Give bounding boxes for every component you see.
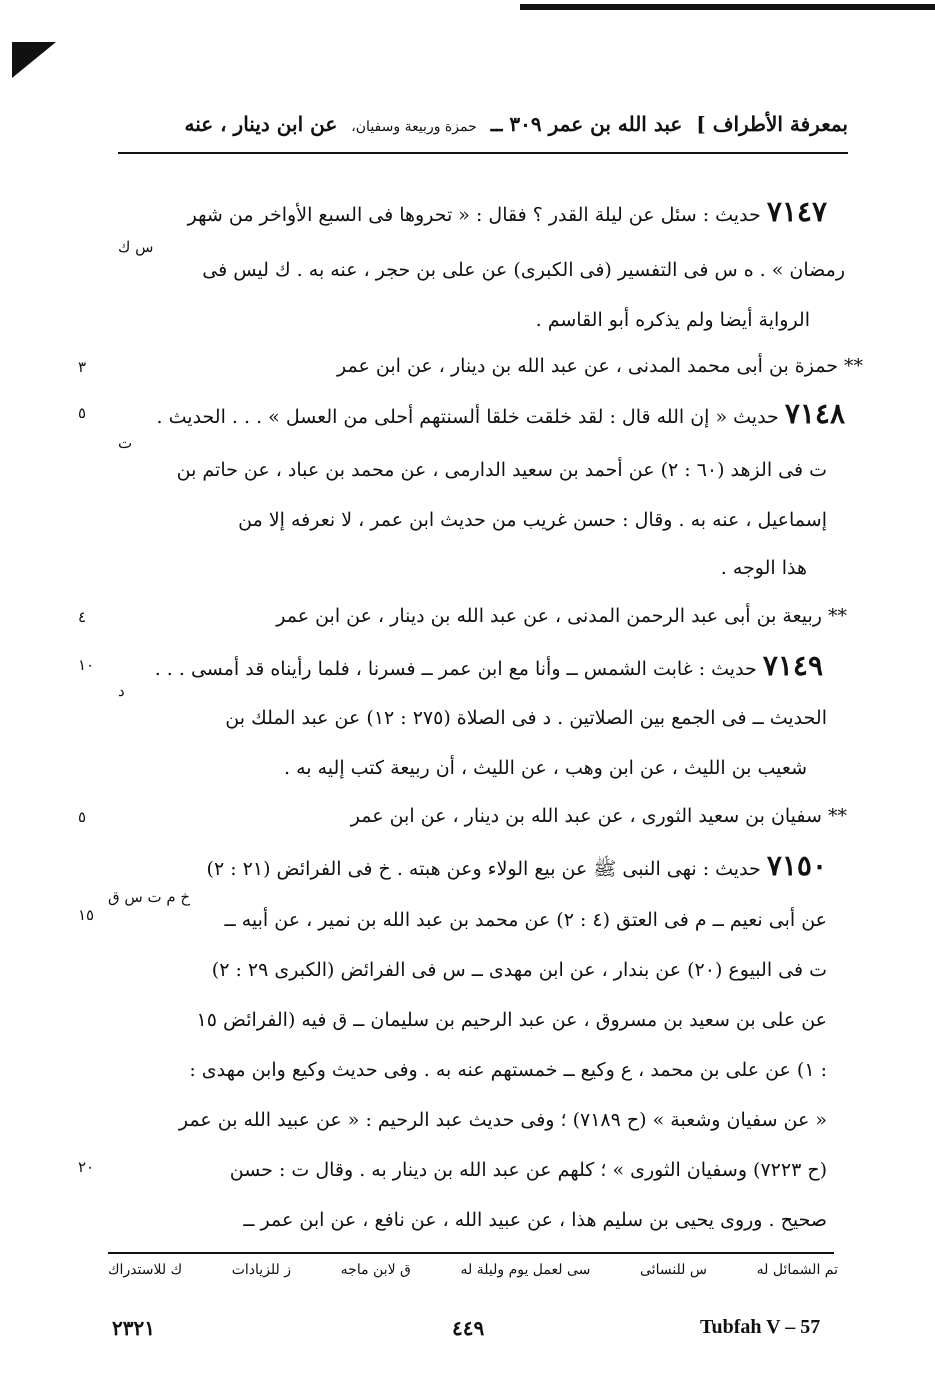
header-rule xyxy=(118,152,848,154)
margin-number: ١٠ xyxy=(78,656,95,674)
line-text: ت فى البيوع (٢٠) عن بندار ، عن ابن مهدى ــ س فى الفرائض (الكبرى ٢٩ : ٢) xyxy=(211,959,827,981)
footer-rule xyxy=(108,1252,834,1254)
line-text: حديث : نهى النبى ﷺ عن بيع الولاء وعن هبته . خ فى الفرائض (٢١ : ٢) xyxy=(206,858,767,880)
line-text: حديث : غابت الشمس ــ وأنا مع ابن عمر ــ فسرنا ، فلما رأيناه قد أمسى . . . xyxy=(154,658,763,680)
hadith-7148-line-2 xyxy=(177,456,827,484)
hadith-number: ۷۱٤۹ xyxy=(762,649,823,682)
footer-abbrev: س للنسائى xyxy=(640,1262,707,1278)
line-text: رمضان » . ه س فى التفسير (فى الكبرى) عن على بن حجر ، عنه به . ك ليس فى xyxy=(202,259,845,281)
hadith-7147-line-2 xyxy=(202,256,845,284)
header-mid: عبد الله بن عمر ۳۰۹ ــ xyxy=(490,112,683,136)
header-left: بمعرفة الأطراف ] xyxy=(696,112,848,136)
hadith-7150-line-5 xyxy=(189,1056,827,1084)
line-text: الحديث ــ فى الجمع بين الصلاتين . د فى الصلاة (٢٧٥ : ١٢) عن عبد الملك بن xyxy=(225,707,827,729)
line-text: ** حمزة بن أبى محمد المدنى ، عن عبد الله بن دينار ، عن ابن عمر xyxy=(337,355,863,377)
footer-abbrev: ز للزيادات xyxy=(231,1262,292,1278)
page-number-center: ٤٤٩ xyxy=(452,1316,485,1340)
siglum-7147: س ك xyxy=(118,238,154,256)
line-text: شعيب بن الليث ، عن ابن وهب ، عن الليث ، أن ربيعة كتب إليه به . xyxy=(284,757,807,779)
margin-number: ٣ xyxy=(78,358,87,376)
siglum-7149: د xyxy=(118,682,125,700)
footer-abbrev: سى لعمل يوم وليلة له xyxy=(460,1262,591,1278)
line-text: ت فى الزهد (٦٠ : ٢) عن أحمد بن سعيد الدارمى ، عن محمد بن عباد ، عن حاتم بن xyxy=(176,459,827,481)
chain-heading-sufyan xyxy=(351,802,847,830)
line-text: : ١) عن على بن محمد ، ع وكيع ــ خمستهم عنه به . وفى حديث وكيع وابن مهدى : xyxy=(189,1059,827,1081)
hadith-7147-line-1 xyxy=(187,195,827,229)
hadith-7147-line-3 xyxy=(536,306,810,334)
hadith-7149-line-1 xyxy=(154,649,823,683)
footer-abbrev: تم الشمائل له xyxy=(756,1262,838,1278)
header-small: حمزة وربيعة وسفيان، xyxy=(351,119,477,135)
top-rule xyxy=(520,4,935,10)
chain-heading-rabia xyxy=(276,602,847,630)
chain-heading-hamza xyxy=(337,352,863,380)
hadith-7150-line-7 xyxy=(230,1156,827,1184)
hadith-7150-line-4 xyxy=(196,1006,827,1034)
margin-number: ١٥ xyxy=(78,906,95,924)
footer-abbrev: ق لابن ماجه xyxy=(340,1262,411,1278)
margin-number: ٢٠ xyxy=(78,1158,95,1176)
hadith-7150-line-8 xyxy=(243,1206,827,1234)
line-text: (ح ۷۲۲۳) وسفيان الثورى » ؛ كلهم عن عبد الله بن دينار به . وقال ت : حسن xyxy=(229,1159,827,1181)
line-text: عن أبى نعيم ــ م فى العتق (٤ : ٢) عن محمد بن عبد الله بن نمير ، عن أبيه ــ xyxy=(224,909,827,931)
page-number-left: ٢٣٢١ xyxy=(112,1316,155,1340)
hadith-7150-line-1 xyxy=(206,849,827,883)
hadith-7148-line-4 xyxy=(721,554,807,582)
line-text: هذا الوجه . xyxy=(720,557,807,579)
line-text: ** ربيعة بن أبى عبد الرحمن المدنى ، عن عبد الله بن دينار ، عن ابن عمر xyxy=(276,605,847,627)
margin-number: ٤ xyxy=(78,608,87,626)
line-text: حديث « إن الله قال : لقد خلقت خلقا ألسنتهم أحلى من العسل » . . . الحديث . xyxy=(156,406,785,428)
siglum-7150: خ م ت س ق xyxy=(108,888,191,906)
line-text: عن على بن سعيد بن مسروق ، عن عبد الرحيم بن سليمان ــ ق فيه (الفرائض ١٥ xyxy=(196,1009,827,1031)
hadith-number: ۷۱٥۰ xyxy=(766,849,827,882)
siglum-7148: ت xyxy=(118,434,133,452)
hadith-number: ۷۱٤۸ xyxy=(784,397,845,430)
line-text: حديث : سئل عن ليلة القدر ؟ فقال : « تحروها فى السبع الأواخر من شهر xyxy=(187,204,767,226)
hadith-7149-line-2 xyxy=(225,704,827,732)
hadith-7150-line-2 xyxy=(225,906,827,934)
line-text: « عن سفيان وشعبة » (ح ۷۱۸۹) ؛ وفى حديث عبد الرحيم : « عن عبيد الله بن عمر xyxy=(178,1109,827,1131)
page-tubfah-label: Tubfah V – 57 xyxy=(700,1316,821,1338)
hadith-7150-line-3 xyxy=(212,956,827,984)
line-text: ** سفيان بن سعيد الثورى ، عن عبد الله بن دينار ، عن ابن عمر xyxy=(350,805,847,827)
hadith-7150-line-6 xyxy=(179,1106,827,1134)
line-text: الرواية أيضا ولم يذكره أبو القاسم . xyxy=(535,309,810,331)
margin-number: ٥ xyxy=(78,404,87,422)
running-header xyxy=(118,112,848,152)
hadith-number: ۷۱٤۷ xyxy=(766,195,827,228)
margin-number: ٥ xyxy=(78,808,87,826)
corner-triangle-mark xyxy=(12,42,56,78)
header-right: عن ابن دينار ، عنه xyxy=(184,112,338,136)
abbreviations-footer xyxy=(108,1262,838,1278)
line-text: إسماعيل ، عنه به . وقال : حسن غريب من حديث ابن عمر ، لا نعرفه إلا من xyxy=(238,509,827,531)
hadith-7148-line-1 xyxy=(156,397,845,431)
hadith-7148-line-3 xyxy=(238,506,827,534)
footer-abbrev: ك للاستدراك xyxy=(108,1262,183,1278)
line-text: صحيح . وروى يحيى بن سليم هذا ، عن عبيد الله ، عن نافع ، عن ابن عمر ــ xyxy=(243,1209,827,1231)
hadith-7149-line-3 xyxy=(284,754,807,782)
